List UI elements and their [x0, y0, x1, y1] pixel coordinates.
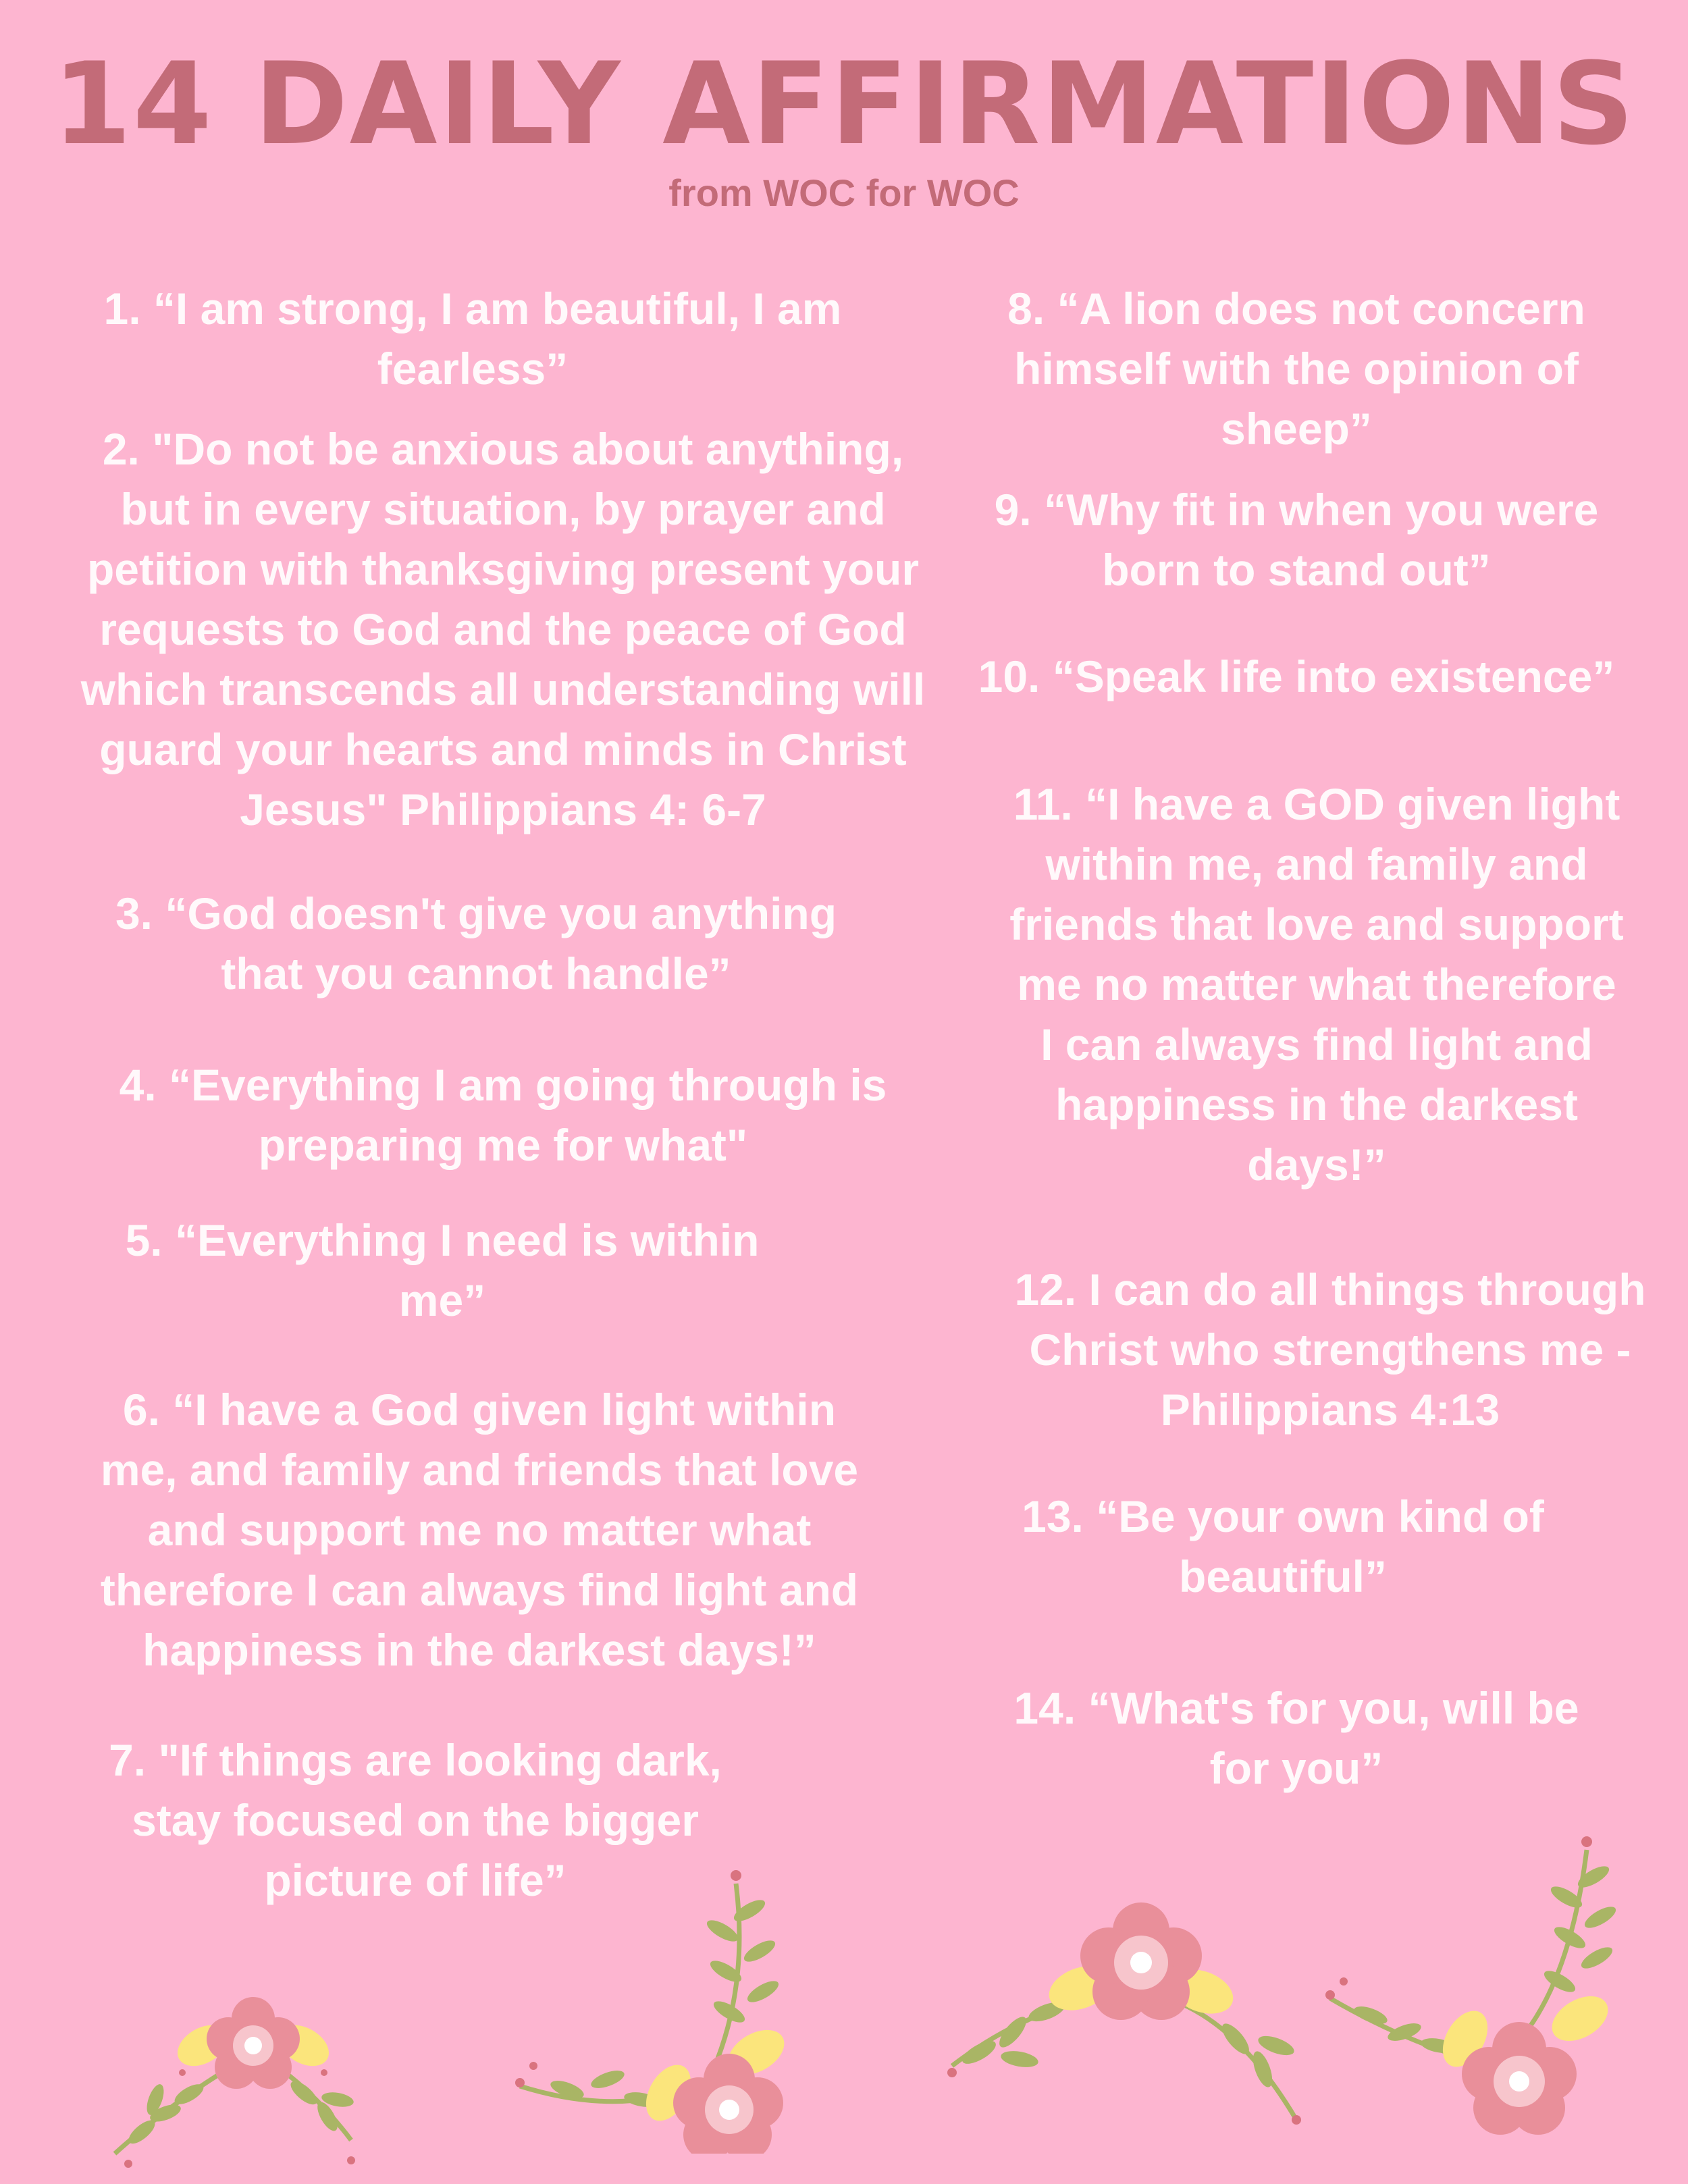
- floral-decoration-right: [1317, 1823, 1641, 2147]
- affirmation-10: 10. “Speak life into existence”: [978, 651, 1615, 701]
- page-subtitle: from WOC for WOC: [668, 171, 1020, 214]
- floral-decoration-left: [101, 1971, 385, 2174]
- affirmation-14: 14. “What's for you, will be for you”: [1013, 1683, 1579, 1793]
- floral-decoration-center-left: [506, 1857, 830, 2154]
- affirmation-11: 11. “I have a GOD given light within me, and family and friends that love and support me no matter what therefore I can always find light and happiness in the darkest days!”: [1009, 779, 1624, 1190]
- affirmation-3: 3. “God doesn't give you anything that you cannot handle”: [115, 888, 837, 998]
- affirmation-7: 7. "If things are looking dark, stay focused on the bigger picture of life”: [109, 1735, 722, 1905]
- affirmation-9: 9. “Why fit in when you were born to stand out”: [994, 485, 1599, 595]
- floral-decoration-center-right: [939, 1890, 1317, 2133]
- affirmation-5: 5. “Everything I need is within me”: [125, 1215, 760, 1325]
- affirmation-2: 2. "Do not be anxious about anything, but in every situation, by prayer and petition with thanksgiving present your requests to God and the peace of God which transcends all understanding will guard your hearts and minds in Christ Jesus" Philippians 4: 6-7: [80, 424, 926, 834]
- page-title: 14 DAILY AFFIRMATIONS: [52, 38, 1636, 170]
- affirmation-6: 6. “I have a God given light within me, and family and friends that love and support me no matter what therefore I can always find light and happiness in the darkest days!”: [100, 1385, 859, 1675]
- affirmation-13: 13. “Be your own kind of beautiful”: [1022, 1491, 1544, 1601]
- affirmation-12: 12. I can do all things through Christ who strengthens me - Philippians 4:13: [1014, 1264, 1646, 1435]
- affirmation-1: 1. “I am strong, I am beautiful, I am fearless”: [103, 284, 842, 394]
- affirmation-8: 8. “A lion does not concern himself with the opinion of sheep”: [1007, 284, 1585, 454]
- affirmation-4: 4. “Everything I am going through is preparing me for what": [119, 1060, 887, 1170]
